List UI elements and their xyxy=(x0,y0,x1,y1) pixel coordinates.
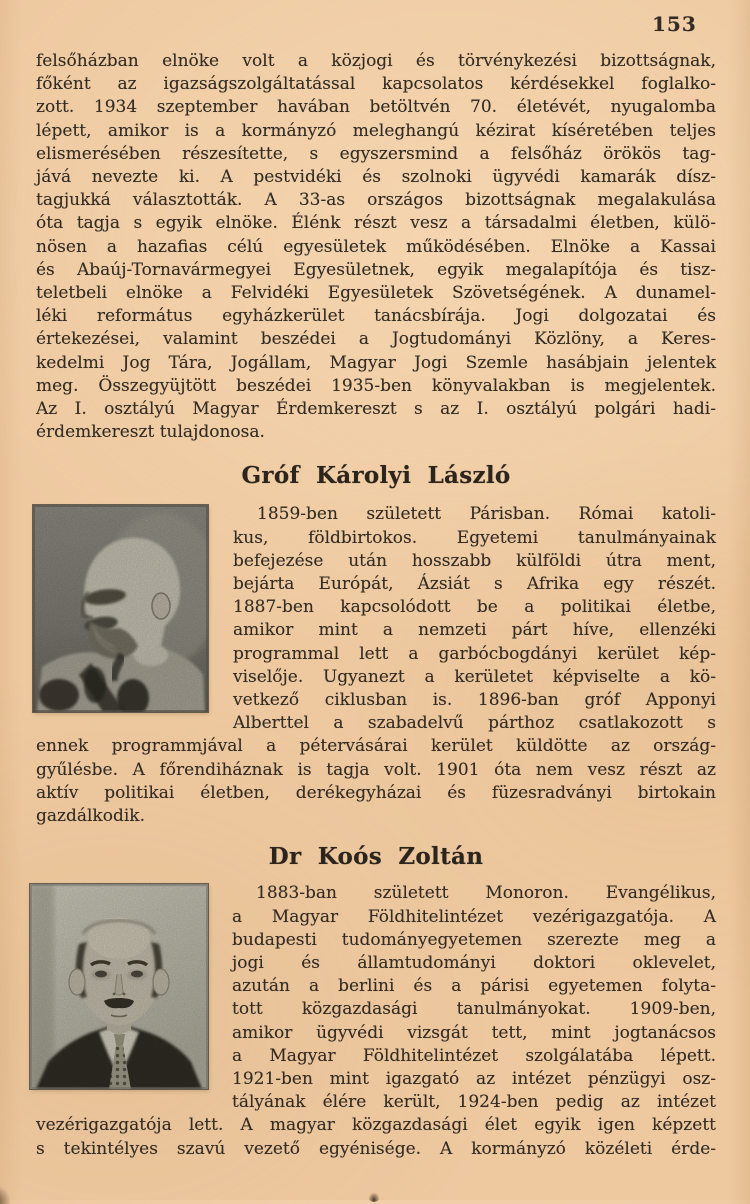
text-line: 1859-ben született Párisban. Római katoli- xyxy=(257,504,716,525)
text-line: amikor ügyvédi vizsgát tett, mint jogtanácsos xyxy=(232,1022,716,1043)
text-line: aktív politikai életben, derékegyházai és füzesradványi birtokain xyxy=(36,782,716,803)
text-line: budapesti tudományegyetemen szerezte meg a xyxy=(232,929,716,950)
bio-section-karolyi xyxy=(36,503,716,735)
text-line: nösen a hazafias célú egyesületek működésében. Elnöke a Kassai xyxy=(36,236,716,257)
text-line: értekezései, valamint beszédei a Jogtudományi Közlöny, a Keres- xyxy=(36,329,716,350)
bio-continuation-karolyi xyxy=(36,735,716,828)
text-line: jogi és államtudományi doktori oklevelet, xyxy=(232,952,716,973)
bio-continuation-koos xyxy=(36,1114,716,1160)
page-number: 153 xyxy=(652,12,697,36)
text-line: érdemkereszt tulajdonosa. xyxy=(36,422,265,443)
text-line: tagjukká választották. A 33-as országos bizottságnak megalakulása xyxy=(36,190,716,211)
text-line: 1887-ben kapcsolódott be a politikai életbe, xyxy=(233,597,716,618)
text-line: óta tagja s egyik elnöke. Élénk részt vesz a társadalmi életben, külö- xyxy=(36,213,716,234)
scan-artifact-corner xyxy=(0,1186,10,1204)
bio-section-koos xyxy=(36,882,716,1114)
portrait-photo-karolyi xyxy=(33,505,208,712)
text-line: és Abaúj-Tornavármegyei Egyesületnek, egyik megalapítója és tisz- xyxy=(36,259,716,280)
text-line: azután a berlini és a párisi egyetemen folyta- xyxy=(232,976,716,997)
page-content xyxy=(36,50,716,1161)
bio-text-karolyi xyxy=(233,503,716,735)
text-line: befejezése után hosszabb külföldi útra ment, xyxy=(233,550,716,571)
text-line: vetkező ciklusban is. 1896-ban gróf Apponyi xyxy=(233,690,716,711)
text-line: kedelmi Jog Tára, Jogállam, Magyar Jogi Szemle hasábjain jelentek xyxy=(36,352,716,373)
intro-paragraph xyxy=(36,50,716,444)
text-line: tott közgazdasági tanulmányokat. 1909-ben, xyxy=(232,999,716,1020)
text-line: 1921-ben mint igazgató az intézet pénzügyi osz- xyxy=(232,1068,716,1089)
text-line: teletbeli elnöke a Felvidéki Egyesületek Szövetségének. A dunamel- xyxy=(36,283,716,304)
text-line: ennek programmjával a pétervásárai kerület küldötte az ország- xyxy=(36,736,716,757)
text-line: kus, földbirtokos. Egyetemi tanulmányainak xyxy=(233,527,716,548)
text-line: felsőházban elnöke volt a közjogi és törvénykezési bizottságnak, xyxy=(36,51,716,71)
text-line: gazdálkodik. xyxy=(36,806,145,827)
text-line: zott. 1934 szeptember havában betöltvén 70. életévét, nyugalomba xyxy=(36,97,716,118)
text-line: meg. Összegyüjtött beszédei 1935-ben könyvalakban is megjelentek. xyxy=(36,375,716,396)
text-line: főként az igazságszolgáltatással kapcsolatos kérdésekkel foglalko- xyxy=(36,74,716,95)
text-line: s tekintélyes szavú vezető egyénisége. A kormányzó közéleti érde- xyxy=(36,1138,716,1159)
text-line: Alberttel a szabadelvű párthoz csatlakozott s xyxy=(233,713,716,734)
text-line: léki református egyházkerület tanácsbírája. Jogi dolgozatai és xyxy=(36,306,716,327)
text-line: a Magyar Földhitelintézet szolgálatába lépett. xyxy=(232,1045,716,1066)
text-line: a Magyar Földhitelintézet vezérigazgatója. A xyxy=(232,906,716,927)
portrait-koos-illustration xyxy=(30,884,208,1089)
text-line: 1883-ban született Monoron. Evangélikus, xyxy=(256,883,716,904)
text-line: gyűlésbe. A főrendiháznak is tagja volt. 1901 óta nem vesz részt az xyxy=(36,759,716,780)
text-line: Az I. osztályú Magyar Érdemkereszt s az I. osztályú polgári hadi- xyxy=(36,399,716,420)
text-line: lépett, amikor is a kormányzó meleghangú kézirat kíséretében teljes xyxy=(36,120,716,141)
text-line: bejárta Európát, Ázsiát s Afrika egy részét. xyxy=(233,574,716,595)
scan-artifact-dot xyxy=(368,1192,380,1202)
bio-text-koos xyxy=(232,882,716,1114)
portrait-photo-koos xyxy=(30,884,208,1089)
text-line: amikor mint a nemzeti párt híve, ellenzéki xyxy=(233,620,716,641)
text-line: elismerésében részesítette, s egyszersmind a felsőház örökös tag- xyxy=(36,143,716,164)
text-line: jává nevezte ki. A pestvidéki és szolnoki ügyvédi kamarák dísz- xyxy=(36,167,716,188)
text-line: viselője. Ugyanezt a kerületet képviselte a kö- xyxy=(233,666,716,687)
text-line: vezérigazgatója lett. A magyar közgazdasági élet egyik igen képzett xyxy=(36,1115,716,1136)
text-line: programmal lett a garbócbogdányi kerület kép- xyxy=(233,643,716,664)
portrait-karolyi-illustration xyxy=(33,505,208,712)
text-line: tályának élére került, 1924-ben pedig az intézet xyxy=(232,1092,716,1113)
section-heading-koos: Dr Koós Zoltán xyxy=(268,843,484,871)
section-heading-karolyi: Gróf Károlyi László xyxy=(241,462,511,490)
